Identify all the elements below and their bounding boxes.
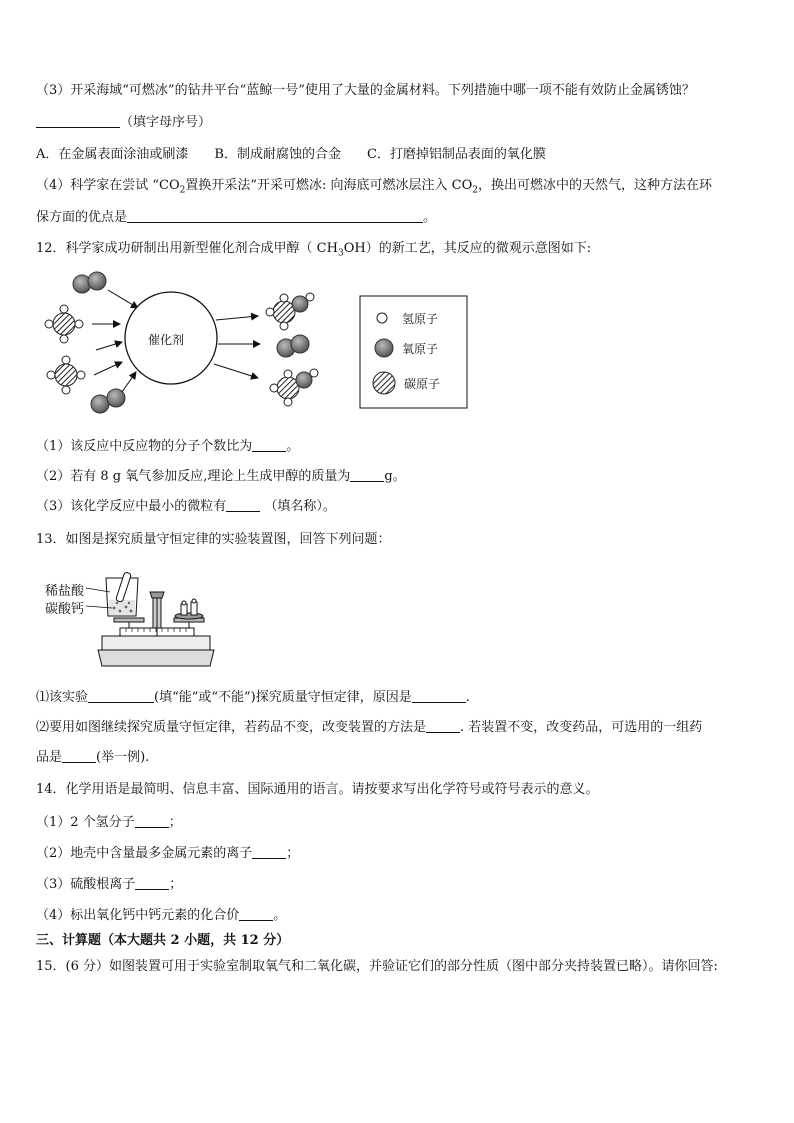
q12-part3-end: （填名称）。 <box>264 499 336 514</box>
answer-blank[interactable] <box>239 907 273 921</box>
q11-part4-text-c: ，换出可燃冰中的天然气，这种方法在环 <box>478 178 713 193</box>
q14-stem: 14．化学用语是最简明、信息丰富、国际通用的语言。请按要求写出化学符号或符号表示的意义。 <box>36 782 599 797</box>
oxygen-atom-icon <box>375 339 393 357</box>
q11-part4-text-d: 保方面的优点是 <box>36 210 128 225</box>
answer-blank[interactable] <box>36 114 120 128</box>
subscript: 3 <box>337 248 344 259</box>
q13-part2-line2 <box>36 749 149 767</box>
q12-part3 <box>36 498 336 516</box>
q14-item1-text: （1）2 个氢分子 <box>36 815 135 830</box>
q11-part4-line2 <box>36 209 436 227</box>
q12-part2 <box>36 468 406 486</box>
answer-blank[interactable] <box>135 876 169 890</box>
carbon-atom-icon <box>373 372 395 394</box>
methanol-molecule-1 <box>266 293 314 330</box>
answer-blank[interactable] <box>252 438 286 452</box>
q14-item2-text: （2）地壳中含量最多金属元素的离子 <box>36 846 253 861</box>
q11-part4-line1 <box>36 177 712 200</box>
q11-part3-answer-line <box>36 114 211 132</box>
q13-part1 <box>36 689 470 707</box>
q13-part1-text-a: ⑴该实验 <box>36 690 89 705</box>
balance-apparatus <box>92 570 222 670</box>
q14-item3-text: （3）硫酸根离子 <box>36 877 136 892</box>
subscript: 2 <box>179 185 186 196</box>
q12-part2-end: g。 <box>384 469 406 484</box>
q14-item3-end: ； <box>169 877 183 892</box>
answer-blank[interactable] <box>412 689 466 703</box>
legend-oxygen: 氧原子 <box>402 342 439 356</box>
answer-blank[interactable] <box>62 749 96 763</box>
answer-blank[interactable] <box>88 689 154 703</box>
answer-blank[interactable] <box>127 209 423 223</box>
section-heading: 三、计算题（本大题共 2 小题，共 12 分） <box>36 933 290 948</box>
answer-blank[interactable] <box>426 719 460 733</box>
label-calcium-carbonate: 碳酸钙 <box>45 602 85 617</box>
legend-carbon: 碳原子 <box>404 377 441 391</box>
answer-blank[interactable] <box>252 845 286 859</box>
q15-stem: 15．(6 分）如图装置可用于实验室制取氧气和二氧化碳，并验证它们的部分性质（图中部分夹持装置已略）。请你回答: <box>36 959 718 974</box>
q12-part3-text: （3）该化学反应中最小的微粒有 <box>36 499 227 514</box>
q11-part3-options: A．在金属表面涂油或刷漆 B．制成耐腐蚀的合金 C．打磨掉铝制品表面的氧化膜 <box>36 147 546 162</box>
q13-part2-line1 <box>36 719 702 737</box>
q12-stem-a: 12．科学家成功研制出用新型催化剂合成甲醇（ CH <box>36 241 338 256</box>
q14-item2 <box>36 845 299 863</box>
subscript: 2 <box>472 185 479 196</box>
oxygen-molecule-top <box>73 272 106 293</box>
q13-stem: 13．如图是探究质量守恒定律的实验装置图，回答下列问题： <box>36 532 391 547</box>
q12-stem-b: OH）的新工艺，其反应的微观示意图如下: <box>343 241 592 256</box>
q11-part3-hint: （填字母序号） <box>120 115 212 130</box>
answer-blank[interactable] <box>226 498 260 512</box>
q13-part1-end: . <box>465 690 470 705</box>
q11-part3-text: （3）开采海域“可燃冰”的钻井平台“蓝鲸一号”使用了大量的金属材料。下列措施中哪一项不能有效防止金属锈蚀？ <box>36 83 695 98</box>
hydrogen-atom-icon <box>377 313 387 323</box>
q11-part4-text-b: 置换开采法”开采可燃冰: 向海底可燃冰层注入 CO <box>185 178 473 193</box>
q14-item3 <box>36 876 182 894</box>
q14-item1 <box>36 814 182 832</box>
q14-item4 <box>36 907 286 925</box>
label-dilute-hcl: 稀盐酸 <box>45 584 85 599</box>
q14-item4-end: 。 <box>273 908 287 923</box>
q13-part2-end: (举一例). <box>96 750 150 765</box>
q12-part1-end: 。 <box>286 439 300 454</box>
q14-item1-end: ； <box>168 815 182 830</box>
q14-item2-end: ； <box>286 846 300 861</box>
q13-part1-text-b: (填“能”或“不能”)探究质量守恒定律，原因是 <box>154 690 412 705</box>
answer-blank[interactable] <box>350 468 384 482</box>
q12-stem <box>36 240 591 263</box>
q13-part2-text-b: . 若装置不变，改变药品，可选用的一组药 <box>460 720 703 735</box>
oxygen-molecule-bottom <box>91 389 125 413</box>
methanol-molecule-2 <box>270 369 318 406</box>
legend-hydrogen: 氢原子 <box>402 312 439 326</box>
oxygen-molecule-product <box>277 335 309 357</box>
q12-part2-text: （2）若有 8 g 氧气参加反应,理论上生成甲醇的质量为 <box>36 469 351 484</box>
catalyst-label: 催化剂 <box>148 333 185 347</box>
q13-part2-text-c: 品是 <box>36 750 63 765</box>
methane-molecule-2 <box>47 356 85 394</box>
q14-item4-text: （4）标出氧化钙中钙元素的化合价 <box>36 908 240 923</box>
methane-molecule-1 <box>45 305 83 343</box>
q11-part4-text-e: 。 <box>423 210 437 225</box>
answer-blank[interactable] <box>135 814 169 828</box>
q12-part1 <box>36 438 299 456</box>
q13-part2-text-a: ⑵要用如图继续探究质量守恒定律，若药品不变，改变装置的方法是 <box>36 720 427 735</box>
q11-part4-text-a: （4）科学家在尝试 “CO <box>36 178 180 193</box>
q12-part1-text: （1）该反应中反应物的分子个数比为 <box>36 439 253 454</box>
